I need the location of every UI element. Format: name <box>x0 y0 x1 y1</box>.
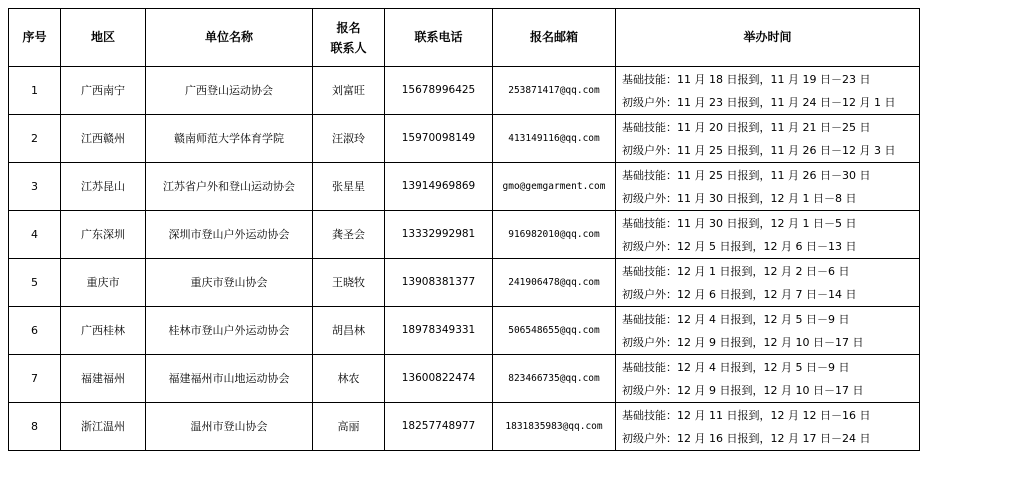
schedule-cell <box>616 163 920 211</box>
region-cell: 浙江温州 <box>61 403 146 451</box>
outdoor-schedule: 初级户外：11 月 25 日报到，11 月 26 日－12 月 3 日 <box>622 143 896 157</box>
seq-cell: 8 <box>9 403 61 451</box>
region-cell: 福建福州 <box>61 355 146 403</box>
table-row <box>9 211 920 259</box>
schedule-cell <box>616 403 920 451</box>
header-contact <box>313 9 385 67</box>
org-name-cell: 重庆市登山协会 <box>146 259 313 307</box>
email-cell: 916982010@qq.com <box>493 211 616 259</box>
seq-cell: 5 <box>9 259 61 307</box>
org-name-cell: 福建福州市山地运动协会 <box>146 355 313 403</box>
outdoor-schedule: 初级户外：12 月 5 日报到，12 月 6 日－13 日 <box>622 239 857 253</box>
phone-cell: 13914969869 <box>385 163 493 211</box>
contact-name-cell: 林农 <box>313 355 385 403</box>
table-row <box>9 115 920 163</box>
org-name-cell: 深圳市登山户外运动协会 <box>146 211 313 259</box>
schedule-cell <box>616 355 920 403</box>
header-time: 举办时间 <box>616 9 920 67</box>
header-seq: 序号 <box>9 9 61 67</box>
seq-cell: 3 <box>9 163 61 211</box>
org-name-cell: 广西登山运动协会 <box>146 67 313 115</box>
basic-skills-schedule: 基础技能：11 月 18 日报到，11 月 19 日－23 日 <box>622 72 871 86</box>
seq-cell: 4 <box>9 211 61 259</box>
table-row <box>9 67 920 115</box>
header-email: 报名邮箱 <box>493 9 616 67</box>
org-name-cell: 赣南师范大学体育学院 <box>146 115 313 163</box>
email-cell: 241906478@qq.com <box>493 259 616 307</box>
basic-skills-schedule: 基础技能：11 月 25 日报到，11 月 26 日－30 日 <box>622 168 871 182</box>
contact-name-cell: 高丽 <box>313 403 385 451</box>
seq-cell: 2 <box>9 115 61 163</box>
basic-skills-schedule: 基础技能：12 月 11 日报到，12 月 12 日－16 日 <box>622 408 871 422</box>
contact-name-cell: 龚圣会 <box>313 211 385 259</box>
email-cell: gmo@gemgarment.com <box>493 163 616 211</box>
outdoor-schedule: 初级户外：12 月 9 日报到，12 月 10 日－17 日 <box>622 383 864 397</box>
email-cell: 823466735@qq.com <box>493 355 616 403</box>
header-row <box>9 9 920 67</box>
header-region: 地区 <box>61 9 146 67</box>
phone-cell: 13332992981 <box>385 211 493 259</box>
phone-cell: 15678996425 <box>385 67 493 115</box>
contact-name-cell: 王晓牧 <box>313 259 385 307</box>
region-cell: 江西赣州 <box>61 115 146 163</box>
phone-cell: 15970098149 <box>385 115 493 163</box>
table-row <box>9 307 920 355</box>
header-org: 单位名称 <box>146 9 313 67</box>
org-name-cell: 江苏省户外和登山运动协会 <box>146 163 313 211</box>
schedule-cell <box>616 115 920 163</box>
contact-name-cell: 张星星 <box>313 163 385 211</box>
table-row <box>9 403 920 451</box>
seq-cell: 6 <box>9 307 61 355</box>
outdoor-schedule: 初级户外：12 月 9 日报到，12 月 10 日－17 日 <box>622 335 864 349</box>
outdoor-schedule: 初级户外：12 月 16 日报到，12 月 17 日－24 日 <box>622 431 871 445</box>
registration-table <box>8 8 920 451</box>
table-row <box>9 355 920 403</box>
table-row <box>9 259 920 307</box>
header-contact-line2: 联系人 <box>330 40 367 55</box>
email-cell: 253871417@qq.com <box>493 67 616 115</box>
region-cell: 广西桂林 <box>61 307 146 355</box>
contact-name-cell: 胡昌林 <box>313 307 385 355</box>
contact-name-cell: 汪淑玲 <box>313 115 385 163</box>
region-cell: 广东深圳 <box>61 211 146 259</box>
phone-cell: 18978349331 <box>385 307 493 355</box>
table-row <box>9 163 920 211</box>
seq-cell: 7 <box>9 355 61 403</box>
contact-name-cell: 刘富旺 <box>313 67 385 115</box>
phone-cell: 13908381377 <box>385 259 493 307</box>
seq-cell: 1 <box>9 67 61 115</box>
region-cell: 广西南宁 <box>61 67 146 115</box>
basic-skills-schedule: 基础技能：11 月 30 日报到，12 月 1 日－5 日 <box>622 216 857 230</box>
outdoor-schedule: 初级户外：11 月 23 日报到，11 月 24 日－12 月 1 日 <box>622 95 896 109</box>
schedule-cell <box>616 259 920 307</box>
outdoor-schedule: 初级户外：11 月 30 日报到，12 月 1 日－8 日 <box>622 191 857 205</box>
phone-cell: 18257748977 <box>385 403 493 451</box>
schedule-cell <box>616 307 920 355</box>
email-cell: 1831835983@qq.com <box>493 403 616 451</box>
basic-skills-schedule: 基础技能：11 月 20 日报到，11 月 21 日－25 日 <box>622 120 871 134</box>
outdoor-schedule: 初级户外：12 月 6 日报到，12 月 7 日－14 日 <box>622 287 857 301</box>
org-name-cell: 温州市登山协会 <box>146 403 313 451</box>
schedule-cell <box>616 211 920 259</box>
basic-skills-schedule: 基础技能：12 月 1 日报到，12 月 2 日－6 日 <box>622 264 850 278</box>
org-name-cell: 桂林市登山户外运动协会 <box>146 307 313 355</box>
basic-skills-schedule: 基础技能：12 月 4 日报到，12 月 5 日－9 日 <box>622 312 850 326</box>
header-contact-line1: 报名 <box>336 20 361 35</box>
header-phone: 联系电话 <box>385 9 493 67</box>
email-cell: 413149116@qq.com <box>493 115 616 163</box>
region-cell: 江苏昆山 <box>61 163 146 211</box>
email-cell: 506548655@qq.com <box>493 307 616 355</box>
phone-cell: 13600822474 <box>385 355 493 403</box>
basic-skills-schedule: 基础技能：12 月 4 日报到，12 月 5 日－9 日 <box>622 360 850 374</box>
region-cell: 重庆市 <box>61 259 146 307</box>
schedule-cell <box>616 67 920 115</box>
